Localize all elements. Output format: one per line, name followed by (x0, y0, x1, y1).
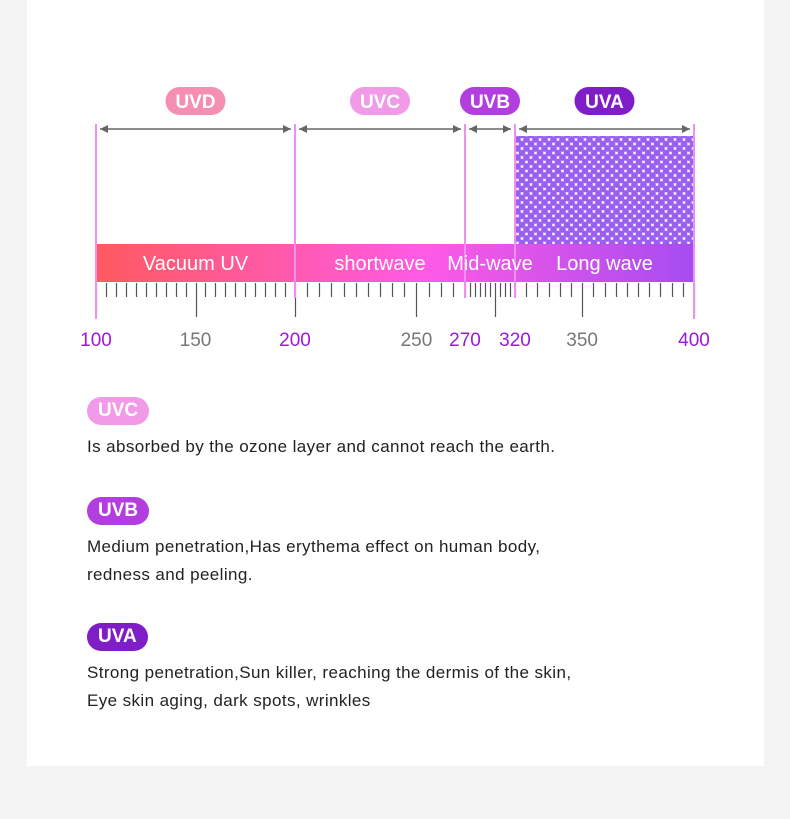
band-pill-label: UVD (175, 92, 216, 113)
axis-tick-label: 270 (449, 330, 481, 351)
uvb-info (87, 497, 540, 589)
band-bar-label: Vacuum UV (142, 253, 249, 275)
band-bar-label: Mid-wave (447, 253, 533, 275)
axis-tick-label: 250 (400, 330, 433, 351)
uvb-description (87, 533, 540, 589)
uva-description-line: Eye skin aging, dark spots, wrinkles (87, 691, 371, 710)
band-pill-label: UVB (469, 92, 511, 113)
band-bar-label: Long wave (556, 253, 653, 275)
uvc-description (87, 433, 555, 461)
uva-description-line: Strong penetration,Sun killer, reaching the dermis of the skin, (87, 663, 572, 682)
uvb-description-line: Medium penetration,Has erythema effect on human body, (87, 537, 541, 556)
uva-tag: UVA (87, 623, 148, 651)
uvb-tag: UVB (87, 497, 149, 525)
uvc-info (87, 397, 555, 461)
uva-description (87, 659, 571, 715)
axis-tick-label: 350 (566, 330, 598, 351)
uvc-description-line: Is absorbed by the ozone layer and cannot reach the earth. (87, 437, 556, 456)
band-bar-label: shortwave (334, 253, 426, 275)
uvc-tag: UVC (87, 397, 149, 425)
axis-tick-label: 150 (179, 330, 212, 351)
axis-tick-label: 320 (499, 330, 531, 351)
uv-spectrum-diagram (0, 0, 790, 370)
uvb-description-line: redness and peeling. (87, 565, 253, 584)
band-pill-label: UVC (359, 92, 401, 113)
uva-info (87, 623, 571, 715)
band-pill-label: UVA (585, 92, 624, 113)
axis-tick-label: 400 (678, 330, 710, 351)
uva-dot-pattern-offset (515, 136, 694, 244)
axis-tick-label: 200 (279, 330, 311, 351)
axis-tick-label: 100 (80, 330, 112, 351)
